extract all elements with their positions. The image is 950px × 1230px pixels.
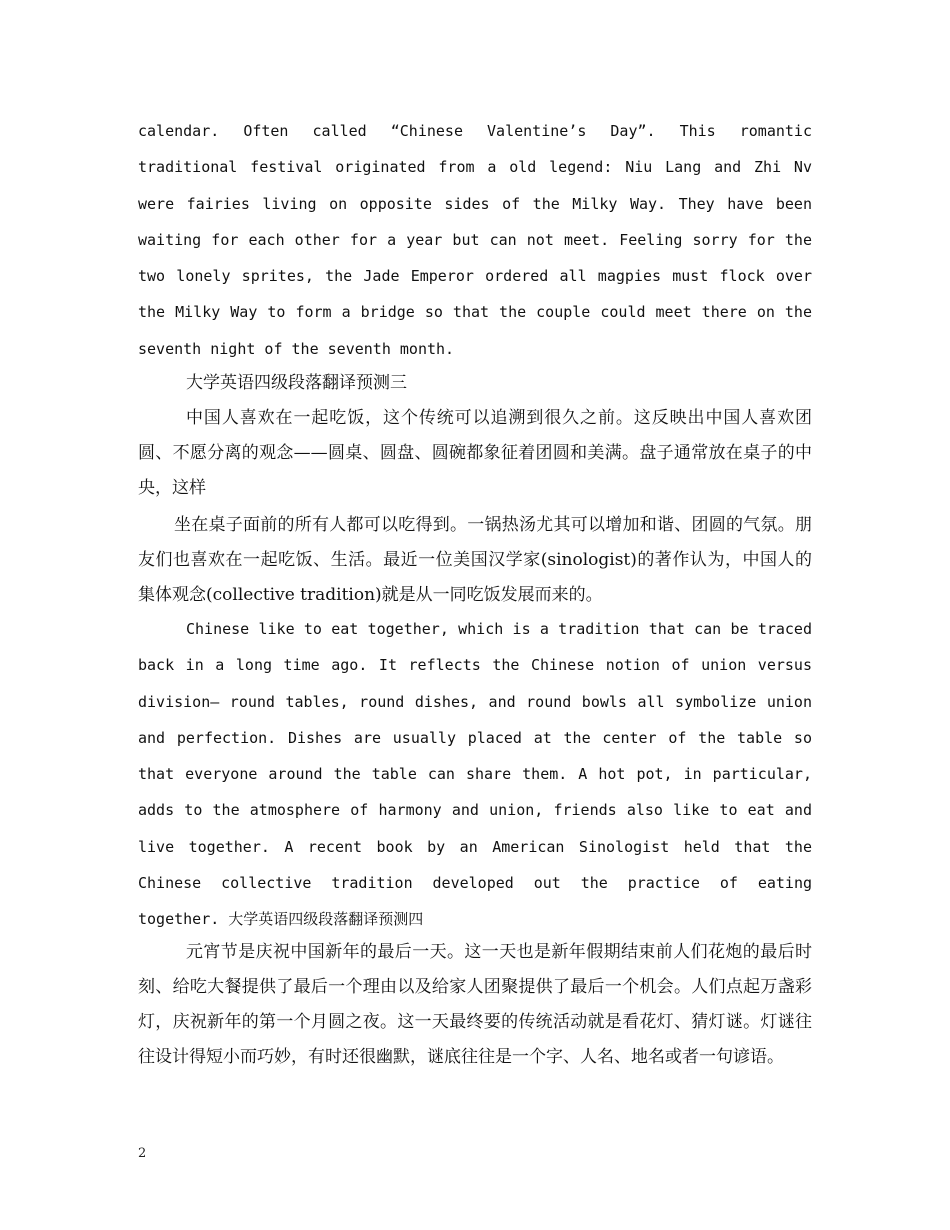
page-number: 2	[138, 1146, 147, 1161]
paragraph-eating-together-chinese-part2: 坐在桌子面前的所有人都可以吃得到。一锅热汤尤其可以增加和谐、团圆的气氛。朋友们也喜欢在一起吃饭、生活。最近一位美国汉学家(sinologist)的著作认为，中国人的集体观念(collective tradition)就是从一同吃饭发展而来的。	[138, 515, 812, 605]
paragraph-lantern-festival-chinese: 元宵节是庆祝中国新年的最后一天。这一天也是新年假期结束前人们花炮的最后时刻、给吃大餐提供了最后一个理由以及给家人团聚提供了最后一个机会。人们点起万盏彩灯，庆祝新年的第一个月圆之夜。这一天最终要的传统活动就是看花灯、猜灯谜。灯谜往往设计得短小而巧妙，有时还很幽默，谜底往往是一个字、人名、地名或者一句谚语。	[138, 942, 812, 1067]
section-heading-prediction-three: 大学英语四级段落翻译预测三	[186, 373, 407, 393]
paragraph-eating-together-english: Chinese like to eat together, which is a tradition that can be traced back in a long time ago. It reflects the Chinese notion of union versus division— round tables, round dishes, and round bowls all symbolize union and perfection. Dishes are usually placed at the center of the table so that everyone around the table can share them. A hot pot, in particular, adds to the atmosphere of harmony and union, friends also like to eat and live together. A recent book by an American Sinologist held that the Chinese collective tradition developed out the practice of eating together. 大学英语四级段落翻译预测四	[138, 620, 812, 929]
paragraph-qixi-english: calendar. Often called “Chinese Valentine’s Day”. This romantic traditional festival originated from a old legend: Niu Lang and Zhi Nv were fairies living on opposite sides of the Milky Way. They have been waiting for each other for a year but can not meet. Feeling sorry for the two lonely sprites, the Jade Emperor ordered all magpies must flock over the Milky Way to form a bridge so that the couple could meet there on the seventh night of the seventh month.	[138, 122, 812, 358]
paragraph-eating-together-chinese-part1: 中国人喜欢在一起吃饭，这个传统可以追溯到很久之前。这反映出中国人喜欢团圆、不愿分离的观念——圆桌、圆盘、圆碗都象征着团圆和美满。盘子通常放在桌子的中央，这样	[138, 408, 812, 498]
